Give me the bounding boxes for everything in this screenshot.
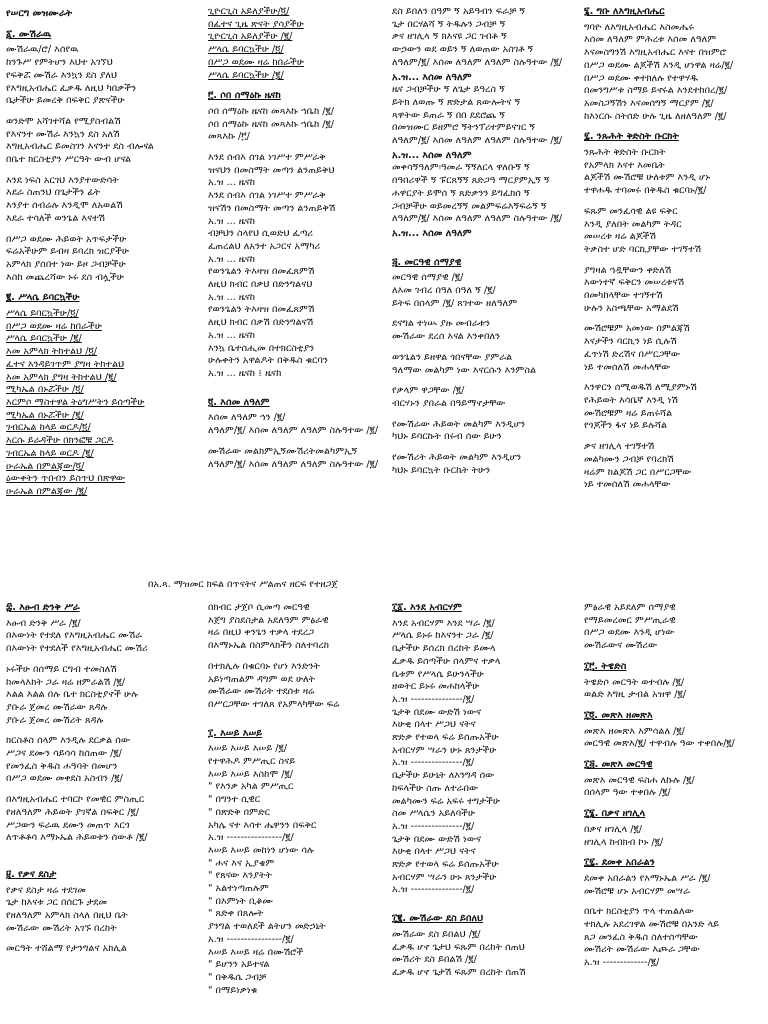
lyric-line: ፈጥነሽ ድረሽና በሥርጋቸው <box>584 348 681 360</box>
lyric-line: ከፍላችሁ ስጡ ለተራበው <box>392 782 479 794</box>
lyric-line: ተዋሐዱ ተባመሩ በቅዱስ ቁርባኑ/፪/ <box>584 185 707 197</box>
lyric-line: ሙሽራው መልክምኢኝሙሽሪትመልካምኢኝ <box>208 445 358 457</box>
lyric-line: ክርስቶስ ሰላም እንዲሉ ደርቃል ሰው <box>6 735 131 747</box>
stanza-gap <box>208 653 384 661</box>
stanza-gap <box>6 935 196 943</box>
lyric-line: ጻዋትው ይጠራ ኝ በበ ደደሮጨ ኝ <box>392 109 505 121</box>
lyric-line: ልጆችሽ ሙሽሮቹ ሁለቱም እንዲ ሆኑ <box>584 172 711 184</box>
lyric-line: ሥጋውን ፍራዉ ደሙን መጠጥ እርጎ <box>6 819 130 831</box>
lyric-line: ሁሉን አስጫቸው አማልደሽ <box>584 302 679 314</box>
top-column-4 <box>584 6 764 492</box>
lyric-line: የሙሽሪት ሕይወት መልካም እንዲሆን <box>392 452 522 464</box>
lyric-line: ጽድቃ የተወላ ፍሬ ይሰጡአችሁ <box>392 859 499 871</box>
lyric-line: " ጸድቀ በጸሎት <box>208 908 264 920</box>
lyric-line: አ.ዝ ---------------/፪/ <box>392 693 475 705</box>
lyric-line: ለዓለም/፪/ እሰመ ለዓለም ለዓለም ስሉዓተው /፪/ <box>392 135 563 147</box>
lyric-line: ዝናሽን በመስማት መጣን ልንጠይቅሽ <box>208 202 336 214</box>
lyric-line: ይትክ ለወጡ ኝ ጽድታል ጸውሎትና ኝ <box>392 96 521 108</box>
lyric-line: " በቅዱሴ ጋብቻ <box>208 971 267 983</box>
lyric-line: በእውነት የተደለች የእግዚአብሔር ሙሽሪ <box>6 643 148 655</box>
lyric-line: ሙሽራው ሙሽሪት አገኙ በረከት <box>6 922 117 934</box>
lyric-line: ለእመ ገብረ በዓለ በዓለ ኝ /፪/ <box>392 285 496 297</box>
top-column-2 <box>208 6 378 471</box>
lyric-line: የሙሽራው ሕይወት መልካም እንዲሆን <box>392 418 526 430</box>
lyric-line: የእናንተ ሙሽራ እንኳን ደስ አለሽ <box>6 128 120 140</box>
lyric-line: የመንፈስ ቅዱስ ሐዓባት በመሆን <box>6 760 118 772</box>
lyric-line: ጸጋ መንፈስ ቅዱስ ስለተሰጣቸው <box>584 931 698 943</box>
lyric-line: ሥላሴ ይባርኳችሁ /፪/ <box>208 69 284 81</box>
lyric-line: እንደ አብርሃም እንደ ሣራ /፪/ <box>392 617 495 629</box>
stanza-gap <box>584 898 764 906</box>
lyric-line: ቤታችሁ ይሁኒት ለእንግዳ ሰው <box>392 770 495 782</box>
stanza-gap <box>584 433 764 441</box>
lyric-line: ጽድቃ የተወላ ፍሬ ይሰጡአችሁ <box>392 732 499 744</box>
lyric-line: ለዓለም/፪/ እሰመ ለዓለም ለዓለም ስሉዓተው /፪/ <box>208 458 378 470</box>
refrain-heading: አ.ዝ... እሰመ ለዓለም <box>392 71 472 83</box>
stanza-gap <box>392 411 576 419</box>
lyric-line: መጽእ መርዓዊ ፍስሐ ለኩሉ /፪/ <box>584 774 695 786</box>
lyric-line: በእውነት የተደለ የእግዚአብሔር ሙሽራ <box>6 630 143 642</box>
lyric-line: " ሐና እና ኢያቄም <box>208 857 275 869</box>
stanza-gap <box>208 438 378 446</box>
stanza-gap <box>6 226 196 234</box>
song-title: ፲፮. በቃና ዘገሊላ <box>584 808 646 820</box>
song-title: ፮. ግቡ ለእግዚአብሔር <box>584 6 665 17</box>
lyric-line: አ.ዝ ... ዜናከ <box>208 291 256 303</box>
stanza-gap <box>208 381 378 389</box>
lyric-line: ፈተና እንዳይገጥም ያግዛ ትከተልህ <box>6 358 125 370</box>
lyric-line: እፁብ ድንቅ ሥራ /፪/ <box>6 617 81 629</box>
lyric-line: የቃና ደስታ ዛሬ ተደገመ <box>6 884 86 896</box>
stanza-gap <box>6 656 196 664</box>
lyric-line: አ.ዝ ... ዜናከ <box>208 329 256 341</box>
lyric-line: ቤታችሁ ይሰረክ በረከት ይሙላ <box>392 643 496 655</box>
lyric-line: አይነጣጠልም ዳግም ወደ ሁለት <box>208 673 316 685</box>
lyric-line: ሥላሴ ይባርኳችሁ/፬/ <box>6 308 79 320</box>
lyric-line: በተክሊሉ በቁርባኑ የሆነ እንድንት <box>208 660 320 672</box>
lyric-line: ይትፍ በሰላም /፪/ ጸገተው ዘለዓለም <box>392 297 518 309</box>
song-title: ፱. የቃና ደስታ <box>6 868 57 880</box>
song-title: ፯. ንጹሕት ቅድስት ቡርክት <box>584 131 679 143</box>
lyric-line: በቤተ ክርስቲያን ሥርዓት ውብ ሆናል <box>6 154 132 166</box>
lyric-line: መርዓዊ ሰማያዊ /፪/ <box>392 272 464 284</box>
lyric-line: በሥጋ ወደሙ ሕይወት አጥፍታችሁ <box>6 233 127 245</box>
lyric-line: ዘወትር ይኑሩ መሐከላችሁ <box>392 681 480 693</box>
lyric-line: የወንጌልን ትእዛዝ በመፈጸምሽ <box>208 266 315 278</box>
lyric-line: በመካከላቸው ተገኝተሽ <box>584 290 663 302</box>
lyric-line: መልካሙን ፍሬ አፍሩ ተግታችሁ <box>392 795 501 807</box>
lyric-line: እውነተኛ ፍቅርን መሠረቱናሽ <box>584 277 685 289</box>
lyric-line: ሙሽሮቹም አመነው በምልጃሽ <box>584 323 690 335</box>
lyric-line: የአምላክ እናተ እመቤት <box>584 159 665 171</box>
lyric-line: ሙሽሪት ደስ ይበልሽ /፪/ <box>392 954 477 966</box>
lyric-line: ያቡራ ጀመረ ሙሽሪት ጸዳሉ <box>6 714 104 726</box>
lyric-line: ሶበ ሰማዕኩ ዜናከ መጻእኩ ኀቤከ /፪/ <box>208 118 335 130</box>
lyric-line: በቤተ ክርስቲያን ጥላ ተጠልለው <box>584 906 694 918</box>
lyric-line: የዘለዓለም አምላክ ስላለ በዚህ ቤት <box>6 910 128 922</box>
lyric-line: እስከ መጨረሻው ኑሩ ደስ ብሏችሁ <box>6 271 124 283</box>
refrain-heading: አ.ዝ... እሰመ ለዓለም <box>392 227 472 239</box>
lyric-line: በእማኑኤል በስምላክችን ስለተባረከ <box>208 640 330 652</box>
lyric-line: ጊዮርጊስ አይለያችሁ/፬/ <box>208 6 290 17</box>
lyric-line: ብቻህን ስላየህ ሲወድህ ፈጣሪ <box>208 228 314 240</box>
lyric-line: በሥጋ ወደሙ ልጆችሽ እንዲ ሆነዋል ዛሬ/፪/ <box>584 59 734 71</box>
lyric-line: ፍሬአችሁም ይብዛ ይባረክ ዝርያችሁ <box>6 246 129 258</box>
lyric-line: ፈቃዱ ሆኖ ጌታሽ ፍጹም በረከት ሰጠሽ <box>392 966 526 978</box>
lyric-line: መርዓት ተሸልማ የታንግልና አክሊል <box>6 943 127 955</box>
lyric-line: እሠይ እሠይ እሠይ /፪/ <box>208 743 287 755</box>
lyric-line: ካህኑ ይባርኩት በሩብ ሰው ይሁን <box>392 431 502 443</box>
stanza-gap <box>208 144 378 152</box>
lyric-line: መሠረቱ ዛሬ ልጆችሽ <box>584 231 657 243</box>
lyric-line: የእግዚአብሔር ፈቃዱ ለዚህ ካበቃችን <box>6 82 137 94</box>
top-column-1 <box>6 6 196 499</box>
stanza-gap <box>6 727 196 735</box>
lyric-line: ጌታቅ በደሙ ውድሽ ነውና <box>392 706 482 718</box>
lyric-line: በሥጋ ወደሙ ዛሬ ከበራችሁ <box>208 56 304 68</box>
lyric-line: ያንግል ተወለደች ልትሆን መድኃኒት <box>208 921 326 933</box>
song-title: ፬. እሰመ ለዓለም <box>208 396 270 408</box>
lyric-line: ትቃስተ ሆድ ባርኪያቸው ተገኝተሽ <box>584 243 702 255</box>
lyric-line: ፈቃዱ ሆኖ ጌታህ ፍጹም በረከት ሰጠህ <box>392 941 525 953</box>
lyric-line: ዕውቀትን ጥበብን ይስጥህ በጽዋው <box>6 473 126 485</box>
lyric-line: የወንጌልን ትእዛዝ በመፈጸምሽ <box>208 304 315 316</box>
lyric-line: እመ አምላክ ያግዛ ትከተልህ /፪/ <box>6 371 117 383</box>
lyric-line: አብርሃም ሣራን ሁኑ ጸንታችሁ <box>392 871 497 883</box>
lyric-line: ቃና ዘገሊላ ተገኝተሽ <box>584 441 655 453</box>
lyric-line: እግዚአብሔር ይመስገን እናንተ ደስ ብሎናል <box>6 141 154 153</box>
lyric-line: ለዓለም/፪/ እሰመ ለዓለም ለዓለም ስሉዓተው /፪/ <box>208 425 378 437</box>
lyric-line: እሰመ ለዓለም ምሕረቱ እሰመ ለዓለም <box>584 34 717 46</box>
lyric-line: ግባዮ ለእግዚአብሔር እስመሔሩ <box>584 21 695 33</box>
lyric-line: እሁቂ በላተ ሥጋህ ናትና <box>392 846 476 858</box>
lyric-line: አ.ዝ ---------------/፪/ <box>392 757 475 769</box>
lyric-line: መርዓዊ መጽእ/፪/ ተዋብሉ ዓው ተቀበሉ/፪/ <box>584 738 735 750</box>
lyric-line: ዜና ጋብቻችሁ ኝ ለጌታ ይዓረስ ኝ <box>392 84 505 96</box>
lyric-line: በቃና ዘገሊላ /፪/ <box>584 823 643 835</box>
lyric-line: በሥጋ ወደሙ እንዲ ሆነው <box>584 627 675 639</box>
lyric-line: ውኃውን ወደ ወይን ኝ ለወጠው አስገቶ ኝ <box>392 44 534 56</box>
lyric-line: ሙሽራዉ/ሮ/ እሰየዉ <box>6 44 79 56</box>
bottom-column-2 <box>208 602 384 997</box>
lyric-line: ገብርኤል ከላይ ወርዶ/፬/ <box>6 422 91 434</box>
lyric-line: " የጸናው እንያትት <box>208 870 272 882</box>
song-title: ፩. ሙሽራዉ <box>6 28 52 40</box>
lyric-line: ገብርኤል ከላይ ወርዶ /፪/ <box>6 447 94 459</box>
lyric-line: ሐዋርያት ይሞሰ ኝ ጸድቃንን ይግፈክሰ ኝ <box>392 187 530 199</box>
lyric-line: ጋብቻችሁ ወይመረኝኝ መልምፍሬእኝፍሬኝ ኝ <box>392 200 547 212</box>
stanza-gap <box>392 444 576 452</box>
lyric-line: አ.ዝ ... ዜናከ <box>208 215 256 227</box>
lyric-line: ዛሬ በዚህ ቀንጌን ተቃላ ተደረጋ <box>208 627 315 639</box>
lyric-line: አብርሃም ሣራን ሁኑ ጸንታችሁ <box>392 744 497 756</box>
lyric-line: ተክሊሉ አደረገዋል ሙሽሮቹ በአንድ ላይ <box>584 919 720 931</box>
stanza-gap <box>392 897 576 905</box>
lyric-line: አ.ዝ ---------------/፪/ <box>392 820 475 832</box>
lyric-line: ምፅራዊ አይደለም ሰማያዊ <box>584 602 676 613</box>
lyric-line: አ.ዝ ----------------/፪/ <box>208 832 294 844</box>
lyric-line: በሰላም ዓው ተቀበሉ /፪/ <box>584 787 671 799</box>
lyric-line: እንዲ ያለበት መልካም ትዳር <box>584 218 682 230</box>
lyric-line: ትዌድሶ መርዓት ወተብሉ /፪/ <box>584 676 685 688</box>
song-title: ፪. ሥላሴ ይባርኳችሁ <box>6 292 80 304</box>
song-title: ፲፪. ሙሽራው ደስ ይበለህ <box>392 913 484 925</box>
lyric-line: እደራ ተሳለች ወንጌል እናተሽ <box>6 212 106 224</box>
lyric-line: ለዓለም/፪/ እሰመ ለዓለም ለዓለም ስሉዓተው /፪/ <box>392 213 563 225</box>
lyric-line: ወልድ እግዚ ታብል አዝዋ /፪/ <box>584 689 686 701</box>
lyric-line: የፍቅሯ ሙሽራ እንኳን ደስ ያለህ <box>6 69 118 81</box>
lyric-line: ለጥቶቶሳ እማኑኤል ሕይወቱን ሰውቶ /፪/ <box>6 832 148 844</box>
lyric-line: የማይመረመር ምሥጢራዊ <box>584 614 676 626</box>
lyric-line: ሙሽሮቹ ሆኑ አብርሃም መሣራ <box>584 885 690 897</box>
lyric-line: ነይ ተመሰለሽ መሐላቸው <box>584 479 671 491</box>
lyric-line: አ.ዝ ----------------/፪/ <box>208 933 294 945</box>
song-title: ፫. ሶበ ሰማዕኩ ዜናከ <box>208 90 281 102</box>
lyric-line: የተዋሕዶ ምሥጢር ስናይ <box>208 756 296 768</box>
stanza-gap <box>584 198 764 206</box>
lyric-line: ኑሩችሁ በሰማይ ርግብ ተመስለሽ <box>6 663 117 675</box>
lyric-line: ሙሽራውና ሙሽሪው <box>584 640 658 652</box>
lyric-line: እርሱ ይራዳችሁ በክንፎቹ ጋርዶ <box>6 435 114 447</box>
stanza-gap <box>208 712 384 720</box>
lyric-line: መጽእ ዘመጽእ እምሳልለ /፪/ <box>584 725 685 737</box>
lyric-line: ጌታ ከእናቱ ጋር በሰርጉ ታደመ <box>6 897 108 909</box>
lyric-line: አ.ዝ ---------------/፪/ <box>392 884 475 896</box>
lyric-line: ጊዮርጊስ አይለያችሁ /፪/ <box>208 31 293 43</box>
lyric-line: በመንግሥቱ ስማይ ይኖሩል እንደተከበረ/፪/ <box>584 85 728 97</box>
lyric-line: ዝናህን በመስማት መጣን ልንጠይቅህ <box>208 164 335 176</box>
lyric-line: በፈተና ጊዜ ጽናት ያሳያችሁ <box>208 18 304 30</box>
lyric-line: " በእምነት ቢቆሙ <box>208 895 274 907</box>
lyric-line: አ.ዝ ... ዜናከ <box>208 177 256 189</box>
lyric-line: ጌታቅ በደሙ ውድሽ ነውና <box>392 833 482 845</box>
bottom-column-4 <box>584 602 764 970</box>
refrain-heading: የሠርግ መዝሙራት <box>6 8 73 19</box>
lyric-line: እንደ ሰብእ ሰገል ነገሥተ ምሥራቅ <box>208 152 326 164</box>
stanza-gap <box>584 374 764 382</box>
lyric-line: ለዚህ ክብር በቃሽ በድንግልናሽ <box>208 317 314 329</box>
lyric-line: ሶበ ሰማዕኩ ዜናከ መጻእኩ ኀቤከ /፪/ <box>208 105 335 117</box>
song-title: ፲. እሠይ እሠይ <box>208 727 263 739</box>
lyric-line: ለዚህ ክብር በቃህ በድንግልናህ <box>208 279 313 291</box>
lyric-line: በዓበሪዋች ኝ ፑርጸኝኝ ጸድጋዓ ማርያምኢኝ ኝ <box>392 175 550 187</box>
lyric-line: ሙሽራው ደስ ይበልህ /፪/ <box>392 928 481 940</box>
song-title: ፲፫. ትዌድስ <box>584 660 627 672</box>
lyric-line: በክብር ታጀቦ ሲመጣ መርዓዊ <box>208 602 310 613</box>
lyric-line: አ.ዝ -------------/፪/ <box>584 957 660 969</box>
song-title: ፭. መርዓዊ ሰማያዊ <box>392 256 462 268</box>
lyric-line: መቀሳኝዓለም፡ዓመራ ኝኝለርላ ዋለቡኝ ኝ <box>392 162 530 174</box>
stanza-gap <box>392 377 576 385</box>
stanza-gap <box>6 108 196 116</box>
lyric-line: ሁሉቀትን አዋልዶት በቅዱስ ቁርባን <box>208 355 328 367</box>
lyric-line: እሠይ እሠይ እስከሞ /፪/ <box>208 768 294 780</box>
lyric-line: ከንጉሥ የምትሆን እህተ አገኘህ <box>6 57 113 69</box>
lyric-line: እመ አምላክ ትከተልህ /፬/ <box>6 346 98 358</box>
lyric-line: በሥጋ ወደሙ መቀደስ አስብን /፪/ <box>6 773 123 785</box>
lyric-line: ወንድሞ አሻገተሻል የሚያስብልሽ <box>6 115 121 127</box>
lyric-line: ደናግል ተነሡ ያዙ መብራቱን <box>392 318 490 330</box>
lyric-line: እንያተ ሰብሬሉ እንዲሞ ለአወልሽ <box>6 200 123 212</box>
lyric-line: ዑራኤል በምልጃው/፬/ <box>6 460 85 472</box>
lyric-line: እንደ ነፍስ አርገህ እንያተውድሳት <box>6 174 119 186</box>
lyric-line: እልል እልል በሉ ቤተ ክርስቲያኖች ሁሉ <box>6 689 138 701</box>
lyric-line: ጌታ በርሃልሻ ኝ ትዱሉን ጋብቻ ኝ <box>392 18 506 30</box>
lyric-line: መጻእኩ /፫/ <box>208 131 250 143</box>
stanza-gap <box>392 344 576 352</box>
lyric-line: ፍጹም መንፈሳዊ ልዩ ፍቅር <box>584 205 678 217</box>
lyric-line: እናመስግንሽ እግዚአብሔር እናተ በዝምሮ <box>584 47 727 59</box>
lyric-line: አመስጋኝሽን እናመሰግኝ ማርያም /፪/ <box>584 97 714 109</box>
lyric-line: ያቡራ ጀመረ ሙሽራው ጸዳሉ <box>6 701 108 713</box>
lyric-line: ቃና ዘገሊላ ኝ ክእናዩ ጋር ገብቶ ኝ <box>392 31 507 43</box>
bottom-column-3 <box>392 602 576 980</box>
lyric-line: እሠይ እሠይ መከነን ሆነው ሳሉ <box>208 844 314 856</box>
lyric-line: ሥጋና ደሙን ሳይሳሳ ከሰጠው /፪/ <box>6 748 122 760</box>
lyric-line: ያግዛል ኀዷቸውን ቀድለሽ <box>584 264 672 276</box>
stanza-gap <box>584 315 764 323</box>
stanza-gap <box>6 845 196 853</box>
lyric-line: ሚካኤል በኑሯችሁ /፪/ <box>6 409 84 421</box>
lyric-line: አምላክ ያሰበተ ነው ይዞ ጋብቻችሁ <box>6 258 126 270</box>
lyric-line: ስመ ሥላሴን አይለባችሁ <box>392 808 476 820</box>
stanza-gap <box>584 257 764 265</box>
lyric-line: የዘለዓለም ሕይወት ያገኛል በፍቅር /፪/ <box>6 806 139 818</box>
lyric-line: የቃላም ዋጋቸው /፪/ <box>392 385 465 397</box>
lyric-line: የጎጆችን ፋና ነይ ይሉሻል <box>584 420 668 432</box>
lyric-line: በሥጋ ወደሙ ዛሬ ከበራችሁ <box>6 320 102 332</box>
lyric-line: መልካሙን ጋብቻ የባረክሽ <box>584 453 674 465</box>
lyric-line: ዓለማው መልካም ነው እናርሱን እንምስል <box>392 364 537 376</box>
lyric-line: በእግዚአብሔር ተባርኮ የመዊር ምስጢር <box>6 794 145 806</box>
lyric-line: " የእንቃ አካል ምሥጢር <box>208 781 294 793</box>
lyric-line: በመዝሙር ይዘምሮ ኝትንፕሪተምይናገር ኝ <box>392 122 536 134</box>
lyric-line: ሥላሴ ይባርኳችሁ /፬/ <box>208 44 284 56</box>
lyric-line: እሰመ ለዓለም ኀን /፪/ <box>208 412 286 424</box>
lyric-line: " በማይነቃነቁ <box>208 984 258 996</box>
footer-note: በአ.ጻ. ማዝመር ክፍል በጥናትና ሥልጠና ዘርፍ የተዘጋጀ <box>148 579 338 590</box>
stanza-gap <box>392 241 576 249</box>
lyric-line: አካሌ ናተ እሳተ ሔዋንን በፍቅር <box>208 819 317 831</box>
stanza-gap <box>6 853 196 861</box>
top-column-3 <box>392 6 576 478</box>
lyric-line: እደራ ስጠንህ በጌታችን ፊት <box>6 187 101 199</box>
lyric-line: " አልተነጣጠሉም <box>208 883 269 895</box>
lyric-line: እሁቂ በላተ ሥጋህ ናትና <box>392 719 476 731</box>
lyric-line: እናታችን ባርኪን ነይ ሲሉሽ <box>584 336 677 348</box>
lyric-line: ቤቱም የሥላሴ ይሁንላችሁ <box>392 668 484 680</box>
lyric-line: ፈጠረልህ ለአንተ አጋርና አማካሪ <box>208 240 321 252</box>
lyric-line: እርምሶ ማስተዋል ትዕግሥትን ይሰጣችሁ <box>6 396 145 408</box>
song-title: ፰. እፁብ ድንቅ ሥራ <box>6 602 80 613</box>
lyric-line: ሥላሴ ይኑሩ ከእናንተ ጋራ /፪/ <box>392 630 494 642</box>
lyric-line: ሚካኤል በኑሯችሁ /፬/ <box>6 384 84 396</box>
lyric-line: " ይሆንን አይተናል <box>208 959 270 971</box>
lyric-line: ሙሽሮቹም ዛሬ ይጠሩሻል <box>584 407 673 419</box>
lyric-line: ከእነርሱ ስትሰድ ሁሉ ጊዜ ለዘለዓለም /፪/ <box>584 110 727 122</box>
lyric-line: በሥጋ ወደሙ ቀተክለሉ የተዋሃዱ <box>584 72 698 84</box>
lyric-line: ሙሽራው ሙሽሪት ተደሰቱ ዛሬ <box>208 686 315 698</box>
song-title: ፲፯. ደመቀ አበራልን <box>584 857 655 869</box>
lyric-line: እንኳ ቤተሰሒመ በተክርስቲያን <box>208 342 315 354</box>
lyric-line: እሠይ እሠይ ዛሬ በሙሽሮች <box>208 946 304 958</box>
refrain-heading: አ.ዝ... እሰመ ለዓለም <box>392 149 472 161</box>
lyric-line: ቤታችሁ ይመረቅ በፍቅር ያጽናችሁ <box>6 95 125 107</box>
stanza-gap <box>6 167 196 175</box>
lyric-line: ደመቀ አበራልን የእማኑኤል ሥራ /፪/ <box>584 872 711 884</box>
lyric-line: ፈቃዱ ይሰጣችሁ ሰላምና ተቃላ <box>392 655 501 667</box>
lyric-line: ሙሽራው ደረሰ እናል እንቀበለን <box>392 331 501 343</box>
lyric-line: ወንጌልን ይዘዋል ጎበናቸው ያምራል <box>392 351 513 363</box>
lyric-line: " በጽድቅ በምድር <box>208 806 271 818</box>
lyric-line: ዘገሊላ ከብክብ ኮኑ /፪/ <box>584 836 664 848</box>
bottom-column-1 <box>6 602 196 956</box>
lyric-line: እንዋርን ሰሚወዱሽ ለሚያምኑሽ <box>584 382 697 394</box>
lyric-line: አ.ዝ ... ዜናከ <box>208 253 256 265</box>
lyric-line: ደስ ይበለን በዓም ኝ አይዓብን ፍራቻ ኝ <box>392 6 526 17</box>
lyric-line: ዛሬም ከልጆሽ ጋር በሥርጋቸው <box>584 466 692 478</box>
lyric-line: ንጹሕት ቅድስት ቡርክት <box>584 147 666 159</box>
song-title: ፲፬. መጽእ ዘመጽእ <box>584 709 653 721</box>
lyric-line: ብርሃኑን ያበራል በዓይማኖታቸው <box>392 397 506 409</box>
stanza-gap <box>6 786 196 794</box>
song-title: ፲፭. መጽእ መርዓዊ <box>584 759 653 771</box>
lyric-line: ከመላእክት ጋራ ዛሬ ዘምራልሽ /፪/ <box>6 676 125 688</box>
song-title: ፲፩. እንደ አብርሃም <box>392 602 462 613</box>
lyric-line: በሥርጋቸው ተገለጸ የአምላካቸው ፍሬ <box>208 698 340 710</box>
lyric-line: " በግንተ ሲዊር <box>208 794 261 806</box>
lyric-line: ሥላሴ ይባርኳችሁ /፪/ <box>6 333 82 345</box>
lyric-line: እንደ ሰብእ ሰገል ነገሥተ ምሥራቅ <box>208 190 326 202</box>
stanza-gap <box>392 310 576 318</box>
lyric-line: ዑራኤል በምልጃው /፪/ <box>6 485 88 497</box>
lyric-line: ለዓለም/፪/ እሰመ ለዓለም ለዓለም ስሉዓተው /፪/ <box>392 56 563 68</box>
lyric-line: እጀግ ያስደስታል አደለዓም ምፅራዊ <box>208 614 329 626</box>
lyric-line: የሕይወት እሳቤኛ እንዲ ነሽ <box>584 394 678 406</box>
lyric-line: ሙሽሪት ሙሽራው እጮራ ጋቸው <box>584 944 700 956</box>
lyric-line: ካህኑ ይባርኳት ቡርኬት ትሁን <box>392 464 491 476</box>
lyric-line: ነይ ተመሰለሽ መሐላቸው <box>584 361 671 373</box>
lyric-line: አ.ዝ ... ዜናከ ፤ ዜናከ <box>208 367 282 379</box>
